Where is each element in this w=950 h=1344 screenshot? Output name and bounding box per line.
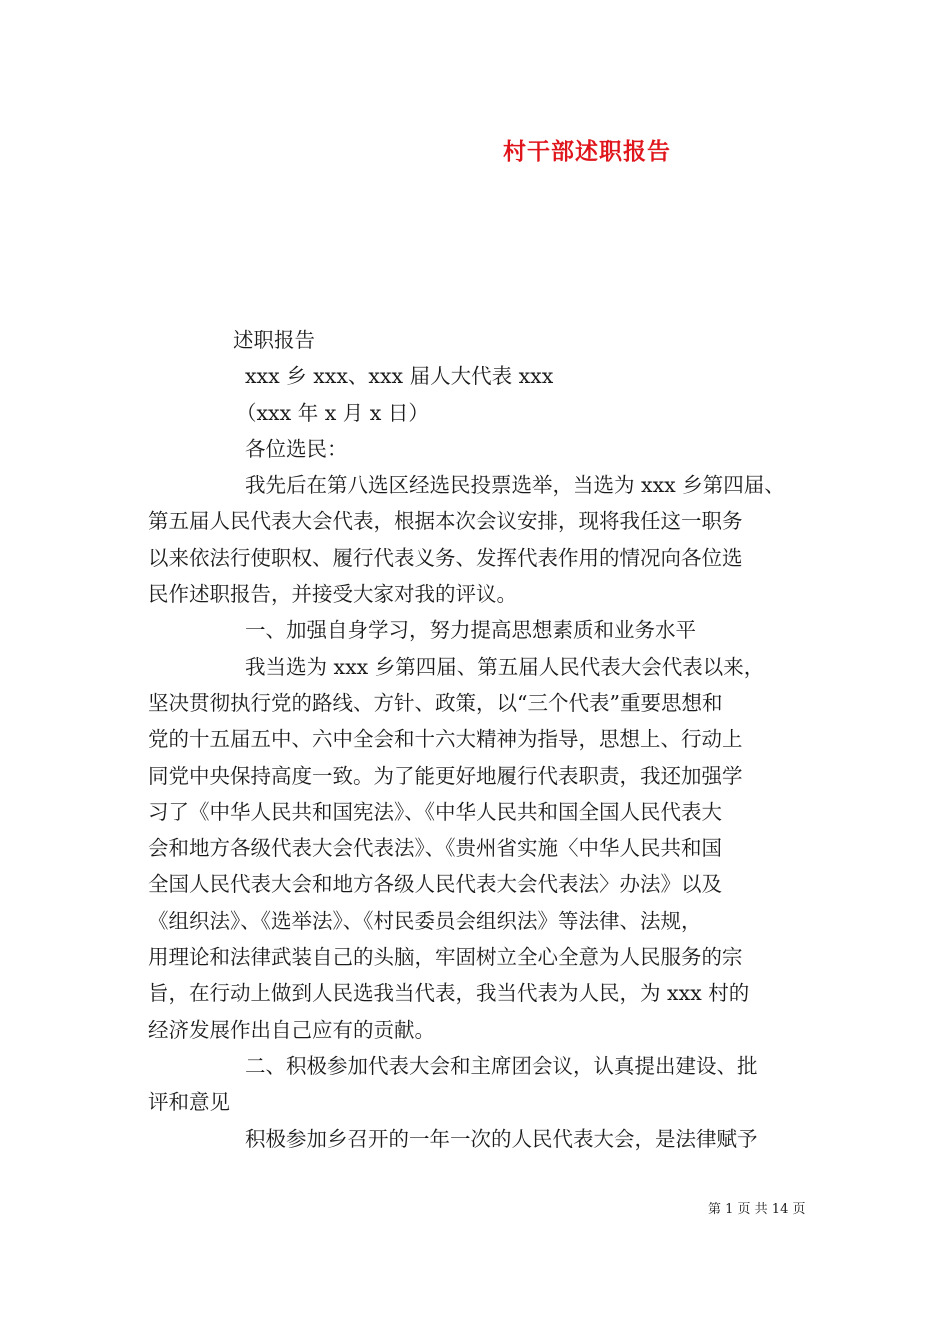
body-line: 以来依法行使职权、履行代表义务、发挥代表作用的情况向各位选 (148, 545, 743, 570)
body-line: 习了《中华人民共和国宪法》、《中华人民共和国全国人民代表大 (148, 799, 722, 824)
body-line: 我当选为 xxx 乡第四届、第五届人民代表大会代表以来， (245, 654, 765, 679)
body-line: 同党中央保持高度一致。为了能更好地履行代表职责，我还加强学 (148, 763, 743, 788)
body-line: （xxx 年 x 月 x 日） (236, 400, 429, 425)
body-line: 评和意见 (148, 1090, 230, 1115)
body-line: 二、积极参加代表大会和主席团会议，认真提出建设、批 (245, 1053, 758, 1078)
body-line: 积极参加乡召开的一年一次的人民代表大会，是法律赋予 (245, 1126, 758, 1151)
body-line: 《组织法》、《选举法》、《村民委员会组织法》等法律、法规， (148, 908, 702, 933)
body-line: 会和地方各级代表大会代表法》、《贵州省实施〈中华人民共和国 (148, 836, 722, 861)
body-line: 第五届人民代表大会代表，根据本次会议安排，现将我任这一职务 (148, 509, 743, 534)
body-line: 党的十五届五中、六中全会和十六大精神为指导，思想上、行动上 (148, 727, 743, 752)
body-line: 各位选民： (245, 436, 348, 461)
body-line: 一、加强自身学习，努力提高思想素质和业务水平 (245, 618, 696, 643)
body-line: 我先后在第八选区经选民投票选举，当选为 xxx 乡第四届、 (245, 473, 785, 498)
document-title: 村干部述职报告 (503, 138, 671, 165)
body-line: 用理论和法律武装自己的头脑，牢固树立全心全意为人民服务的宗 (148, 945, 743, 970)
body-line: 经济发展作出自己应有的贡献。 (148, 1017, 435, 1042)
page-number-footer: 第 1 页 共 14 页 (708, 1202, 806, 1217)
body-line: xxx 乡 xxx、xxx 届人大代表 xxx (245, 364, 554, 389)
body-line: 旨，在行动上做到人民选我当代表，我当代表为人民，为 xxx 村的 (148, 981, 750, 1006)
document-body (148, 322, 820, 1157)
body-line: 全国人民代表大会和地方各级人民代表大会代表法〉办法》以及 (148, 872, 722, 897)
body-line: 民作述职报告，并接受大家对我的评议。 (148, 582, 517, 607)
body-line: 坚决贯彻执行党的路线、方针、政策，以“三个代表”重要思想和 (148, 690, 723, 715)
body-line: 述职报告 (233, 328, 315, 352)
